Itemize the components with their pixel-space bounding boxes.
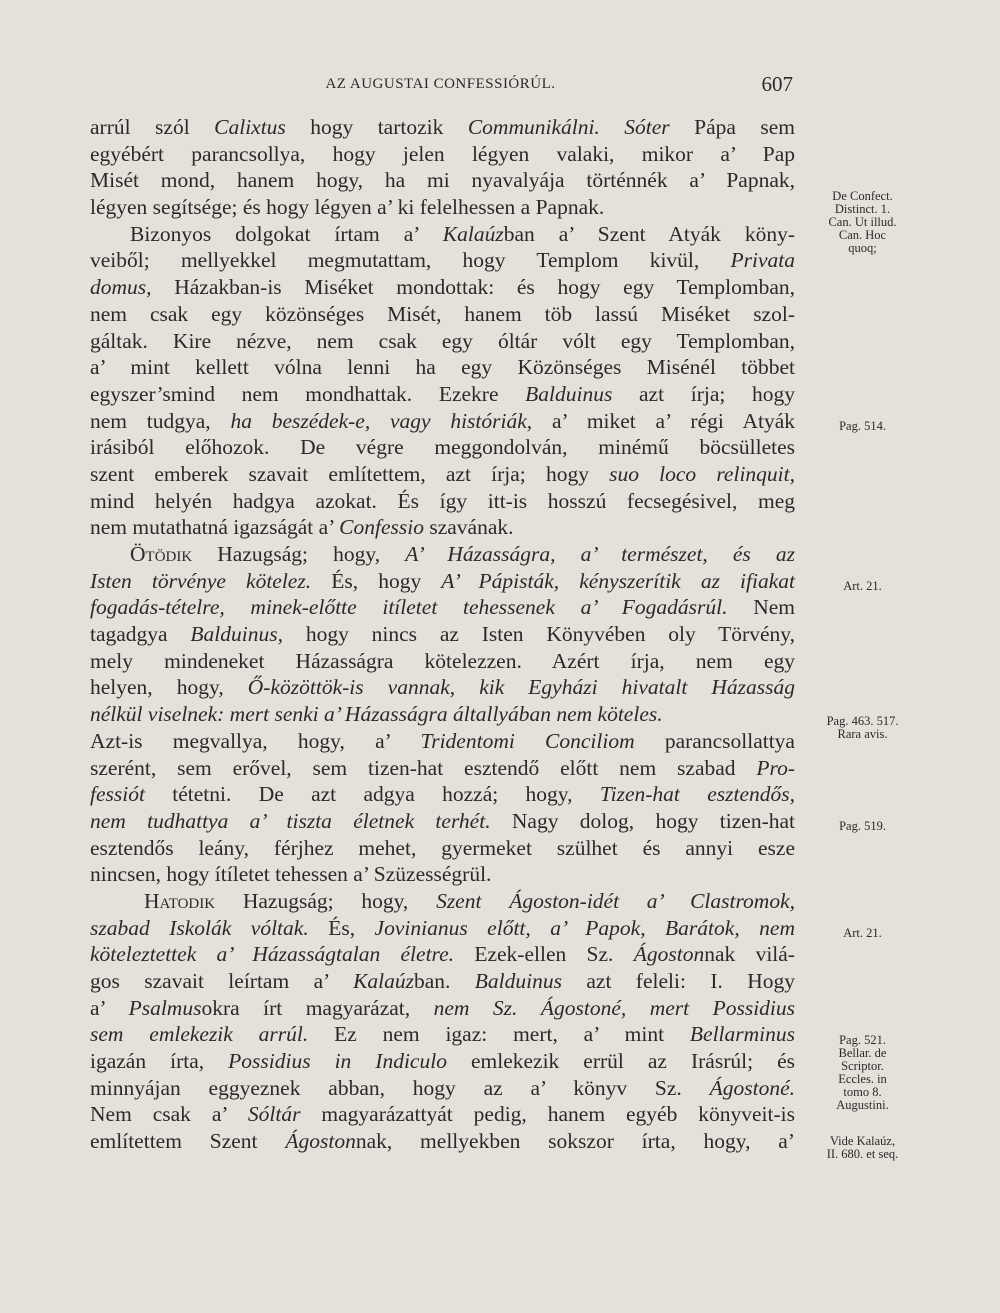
text-run: És, hogy xyxy=(311,568,442,593)
text-line xyxy=(90,594,795,621)
text-line xyxy=(90,1048,795,1075)
margin-note-line: Pag. 514. xyxy=(839,418,886,433)
text-line xyxy=(90,781,795,808)
text-line xyxy=(90,141,795,168)
text-run: nak, mellyekben sokszor írta, hogy, a’ xyxy=(355,1129,795,1154)
text-run: hogy nincs az Isten Könyvében oly Törvény, xyxy=(283,622,795,647)
text-run: ban a’ Szent Atyák köny- xyxy=(503,221,795,246)
text-run: mind helyén hadgya azokat. És így itt-is hosszú fecsegésivel, meg xyxy=(90,488,795,513)
text-run: azt írja; hogy xyxy=(612,381,795,406)
margin-note-line: Augustini. xyxy=(836,1097,889,1112)
text-run: nem csak egy közönséges Misét, hanem töb lassú Miséket szol- xyxy=(90,301,795,326)
text-line xyxy=(90,968,795,995)
text-run: emlekezik errül az Irásrúl; és xyxy=(446,1049,795,1074)
italic-phrase: Balduinus, xyxy=(190,622,283,647)
text-run: Nagy dolog, hogy tizen-hat xyxy=(490,808,795,833)
text-run: tétetni. De azt adgya hozzá; hogy, xyxy=(144,782,600,807)
text-line xyxy=(90,167,795,194)
text-line xyxy=(90,461,795,488)
text-run: Hazugság; hogy, xyxy=(192,542,406,566)
text-run: mely mindeneket Házasságra kötelezzen. Azért írja, nem egy xyxy=(90,648,795,673)
margin-note xyxy=(800,190,925,255)
text-line xyxy=(90,915,795,942)
italic-phrase: A’ Házasságra, a’ természet, és az xyxy=(405,542,795,566)
margin-note-line: Rara avis. xyxy=(837,726,888,741)
italic-phrase: Possidius in Indiculo xyxy=(228,1049,447,1074)
margin-note xyxy=(800,715,925,741)
margin-note xyxy=(800,580,925,593)
italic-phrase: A’ Pápisták, kényszerítik az ifiakat xyxy=(441,568,795,593)
text-run: a’ xyxy=(90,995,129,1020)
page-number: 607 xyxy=(761,72,793,96)
margin-note xyxy=(800,820,925,833)
italic-phrase: Szent Ágoston-idét a’ Clastromok, xyxy=(436,888,795,913)
text-run: Pápa sem xyxy=(669,115,795,139)
text-line xyxy=(90,328,795,355)
text-line xyxy=(90,488,795,515)
text-run: Misét mond, hanem hogy, ha mi nyavalyája történnék a’ Papnak, xyxy=(90,168,795,193)
text-line xyxy=(90,701,795,728)
italic-phrase: fessiót xyxy=(90,782,145,807)
text-run: okra írt magyarázat, xyxy=(201,995,434,1020)
text-run: említettem Szent xyxy=(90,1129,286,1154)
margin-note-line: Can. Ut illud. xyxy=(828,215,897,230)
margin-note-line: Pag. 521. xyxy=(839,1032,886,1047)
italic-phrase: suo loco relinquit, xyxy=(609,461,795,486)
text-run: a’ mint kellett vólna lenni ha egy Közönséges Misénél többet xyxy=(90,355,795,380)
text-run: gáltak. Kire nézve, nem csak egy óltár vólt egy Templomban, xyxy=(90,328,795,353)
italic-phrase: fogadás-tételre, minek-előtte itíletet tehessenek a’ Fogadásrúl. xyxy=(90,595,728,620)
text-run: azt feleli: I. Hogy xyxy=(562,969,796,993)
text-line xyxy=(90,648,795,675)
margin-note-line: Pag. 463. 517. xyxy=(826,713,899,728)
margin-note-line: Art. 21. xyxy=(843,926,882,940)
italic-phrase: Communikálni. xyxy=(467,115,600,139)
text-line xyxy=(90,434,795,461)
page-header xyxy=(88,72,793,102)
text-line xyxy=(90,755,795,782)
italic-phrase: Calixtus xyxy=(214,115,286,139)
text-run: esztendős leány, férjhez mehet, gyermeket szülhet és annyi esze xyxy=(90,835,795,860)
italic-phrase: Ágostoné. xyxy=(709,1075,795,1100)
text-line xyxy=(90,1101,795,1128)
text-run: Ez nem igaz: mert, a’ mint xyxy=(308,1022,690,1047)
italic-phrase: nélkül viselnek: mert senki a’ Házasságra általlyában nem köteles. xyxy=(90,702,663,727)
text-run: irásiból előhozok. De végre meggondolván, minémű böcsülletes xyxy=(90,435,795,460)
text-line xyxy=(90,621,795,648)
italic-phrase: Ő-közöttök-is vannak, kik Egyházi hivatalt Házasság xyxy=(247,675,795,700)
text-line xyxy=(90,274,795,301)
text-run: veiből; mellyekkel megmutattam, hogy Templom kivül, xyxy=(90,248,731,273)
italic-phrase: Ágoston xyxy=(633,942,705,967)
italic-phrase: Balduinus xyxy=(474,969,562,993)
text-run: helyen, hogy, xyxy=(90,675,248,700)
margin-note-line: Vide Kalaúz, xyxy=(829,1134,896,1149)
text-line xyxy=(90,808,795,835)
italic-phrase: Isten törvénye kötelez. xyxy=(90,568,312,593)
body-text xyxy=(90,114,795,1155)
text-line xyxy=(90,114,795,141)
text-run: egyébért parancsollya, hogy jelen légyen valaki, mikor a’ Pap xyxy=(90,141,795,166)
italic-phrase: Jovinianus előtt, a’ Papok, Barátok, nem xyxy=(374,915,795,940)
italic-phrase: Privata xyxy=(730,248,795,273)
text-run: Nem xyxy=(727,595,795,620)
italic-phrase: Psalmus xyxy=(128,995,202,1020)
text-run xyxy=(600,115,624,139)
text-run: Házakban-is Miséket mondottak: és hogy egy Templomban, xyxy=(151,275,795,300)
text-run: a’ miket a’ régi Atyák xyxy=(532,408,795,433)
text-run: magyarázattyát pedig, hanem egyéb könyveit-is xyxy=(300,1102,795,1127)
italic-phrase: ha beszédek-e, vagy históriák, xyxy=(230,408,533,433)
text-run: Ezek-ellen Sz. xyxy=(454,942,634,967)
margin-note-line: quoq; xyxy=(848,241,877,256)
text-run: parancsollattya xyxy=(634,728,795,753)
text-run: tagadgya xyxy=(90,622,191,647)
text-line xyxy=(90,1021,795,1048)
text-run: arrúl szól xyxy=(90,115,215,139)
text-line xyxy=(90,301,795,328)
text-run: nak vilá- xyxy=(704,942,795,967)
text-line xyxy=(90,728,795,755)
text-line xyxy=(90,354,795,381)
text-run: nem tudgya, xyxy=(90,408,231,433)
text-run: szent emberek szavait említettem, azt írja; hogy xyxy=(90,461,610,486)
italic-phrase: Sóter xyxy=(624,115,670,139)
margin-note-line: Art. 21. xyxy=(843,578,882,593)
italic-phrase: Pro- xyxy=(756,755,795,780)
margin-note-line: tomo 8. xyxy=(843,1084,882,1099)
margin-note-line: Bellar. de xyxy=(838,1045,887,1060)
text-run: hogy tartozik xyxy=(285,115,468,139)
text-run: nem mutathatná igazságát a’ xyxy=(90,515,340,540)
text-line xyxy=(90,568,795,595)
text-run: ban. xyxy=(414,969,475,993)
margin-note xyxy=(800,420,925,433)
italic-phrase: Confessio xyxy=(339,515,424,540)
text-run: szerént, sem erővel, sem tizen-hat esztendő előtt nem szabad xyxy=(90,755,757,780)
text-line xyxy=(90,194,795,221)
text-line xyxy=(90,835,795,862)
italic-phrase: Ágoston xyxy=(285,1129,356,1154)
text-run: gos szavait leírtam a’ xyxy=(90,969,354,993)
text-run: minnyájan eggyeznek abban, hogy az a’ könyv Sz. xyxy=(90,1075,710,1100)
italic-phrase: sem emlekezik arrúl. xyxy=(90,1022,309,1047)
italic-phrase: domus, xyxy=(90,275,152,300)
margin-note-line: Eccles. in xyxy=(838,1071,887,1086)
text-line xyxy=(90,514,795,541)
text-line xyxy=(90,408,795,435)
text-line xyxy=(90,541,795,568)
italic-phrase: Kalaúz xyxy=(442,221,504,246)
text-run: igazán írta, xyxy=(90,1049,229,1074)
text-run: Hazugság; hogy, xyxy=(215,888,437,913)
running-title: AZ AUGUSTAI CONFESSIÓRÚL. xyxy=(325,76,556,92)
italic-phrase: Kalaúz xyxy=(353,969,414,993)
text-line xyxy=(90,861,795,888)
small-caps-word: Hatodik xyxy=(144,888,216,913)
text-line xyxy=(90,381,795,408)
text-run: És, xyxy=(308,915,375,940)
italic-phrase: Tizen-hat esztendős, xyxy=(599,782,795,807)
text-line xyxy=(90,221,795,248)
margin-note xyxy=(800,927,925,940)
margin-note-line: De Confect. xyxy=(832,189,893,204)
text-run: Bizonyos dolgokat írtam a’ xyxy=(130,221,443,246)
italic-phrase: Balduinus xyxy=(525,381,613,406)
text-line xyxy=(90,1128,795,1155)
italic-phrase: Bellarminus xyxy=(689,1022,795,1047)
italic-phrase: köteleztettek a’ Házasságtalan életre. xyxy=(90,942,455,967)
text-run: légyen segítsége; és hogy légyen a’ ki felelhessen a Papnak. xyxy=(90,195,605,220)
margin-note xyxy=(800,1034,925,1112)
text-line xyxy=(90,674,795,701)
text-run: nincsen, hogy ítíletet tehessen a’ Szüzességrül. xyxy=(90,862,492,887)
text-line xyxy=(90,995,795,1022)
text-run: szavának. xyxy=(423,515,514,540)
small-caps-word: Ötödik xyxy=(130,542,193,566)
text-line xyxy=(90,247,795,274)
text-line xyxy=(90,941,795,968)
text-line xyxy=(90,1075,795,1102)
italic-phrase: Tridentomi Conciliom xyxy=(420,728,635,753)
margin-note-line: Can. Hoc xyxy=(838,228,887,243)
margin-note xyxy=(800,1135,925,1161)
margin-note-line: Scriptor. xyxy=(841,1058,884,1073)
text-run: Azt-is megvallya, hogy, a’ xyxy=(90,728,421,753)
italic-phrase: szabad Iskolák vóltak. xyxy=(90,915,309,940)
italic-phrase: nem Sz. Ágostoné, mert Possidius xyxy=(433,995,796,1020)
margin-note-line: Distinct. 1. xyxy=(834,202,891,217)
text-run: Nem csak a’ xyxy=(90,1102,248,1127)
margin-note-line: II. 680. et seq. xyxy=(826,1147,899,1162)
text-line xyxy=(90,888,795,915)
margin-note-line: Pag. 519. xyxy=(839,819,886,834)
text-run: egyszer’smind nem mondhattak. Ezekre xyxy=(90,381,526,406)
italic-phrase: Sóltár xyxy=(247,1102,301,1127)
italic-phrase: nem tudhattya a’ tiszta életnek terhét. xyxy=(90,808,491,833)
